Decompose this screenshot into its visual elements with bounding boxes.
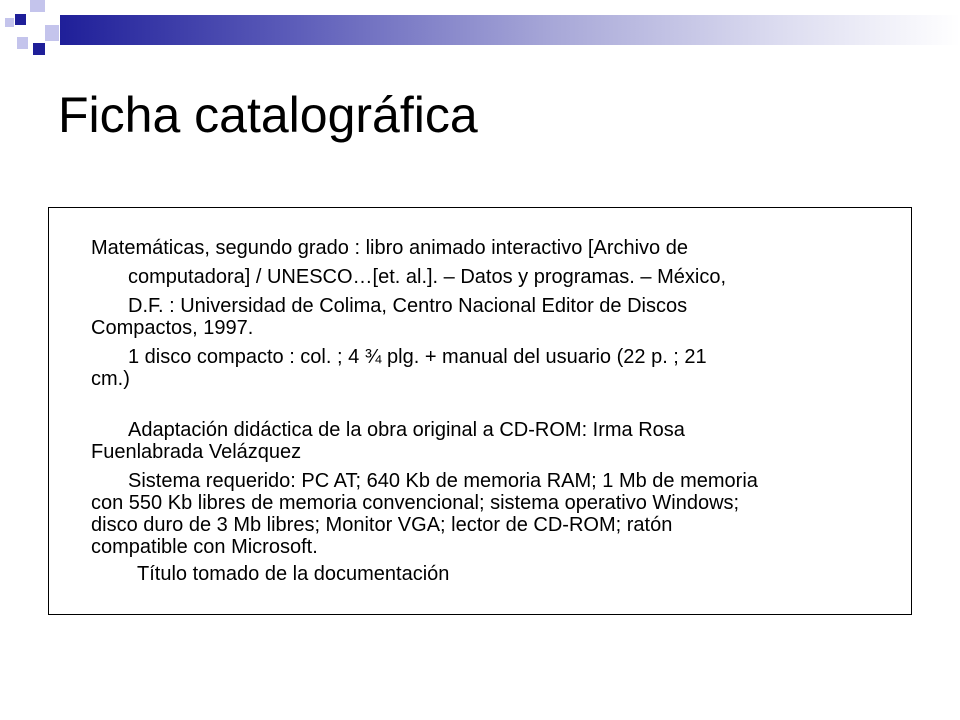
text-line: cm.) bbox=[91, 368, 130, 390]
text-line: con 550 Kb libres de memoria convencional; sistema operativo Windows; bbox=[91, 492, 740, 514]
decorative-square bbox=[33, 43, 45, 55]
text-line: Adaptación didáctica de la obra original a CD-ROM: Irma Rosa bbox=[128, 419, 685, 441]
text-line: D.F. : Universidad de Colima, Centro Nacional Editor de Discos bbox=[128, 295, 688, 317]
record-note-adaptation bbox=[91, 419, 901, 463]
decorative-square bbox=[30, 0, 45, 12]
record-imprint bbox=[91, 295, 901, 339]
decorative-square bbox=[17, 37, 28, 49]
decorative-square bbox=[15, 14, 26, 25]
header-gradient-bar bbox=[60, 15, 960, 45]
decorative-square bbox=[5, 18, 14, 27]
text-line: compatible con Microsoft. bbox=[91, 536, 318, 558]
text-line: disco duro de 3 Mb libres; Monitor VGA; lector de CD-ROM; ratón bbox=[91, 514, 673, 536]
decorative-square bbox=[45, 25, 59, 41]
record-title bbox=[91, 237, 901, 288]
record-note-source bbox=[91, 563, 901, 585]
record-physical-description bbox=[91, 346, 901, 390]
catalog-card-text bbox=[91, 237, 901, 585]
text-line: computadora] / UNESCO…[et. al.]. – Datos y programas. – México, bbox=[128, 266, 727, 288]
text-line: Fuenlabrada Velázquez bbox=[91, 441, 302, 463]
text-line: Sistema requerido: PC AT; 640 Kb de memoria RAM; 1 Mb de memoria bbox=[128, 470, 758, 492]
text-line: 1 disco compacto : col. ; 4 ¾ plg. + manual del usuario (22 p. ; 21 bbox=[128, 346, 707, 368]
text-line: Compactos, 1997. bbox=[91, 317, 254, 339]
text-line: Título tomado de la documentación bbox=[137, 563, 450, 585]
record-note-system bbox=[91, 470, 901, 558]
text-line: Matemáticas, segundo grado : libro animado interactivo [Archivo de bbox=[91, 237, 688, 259]
page-title: Ficha catalográfica bbox=[58, 87, 478, 143]
